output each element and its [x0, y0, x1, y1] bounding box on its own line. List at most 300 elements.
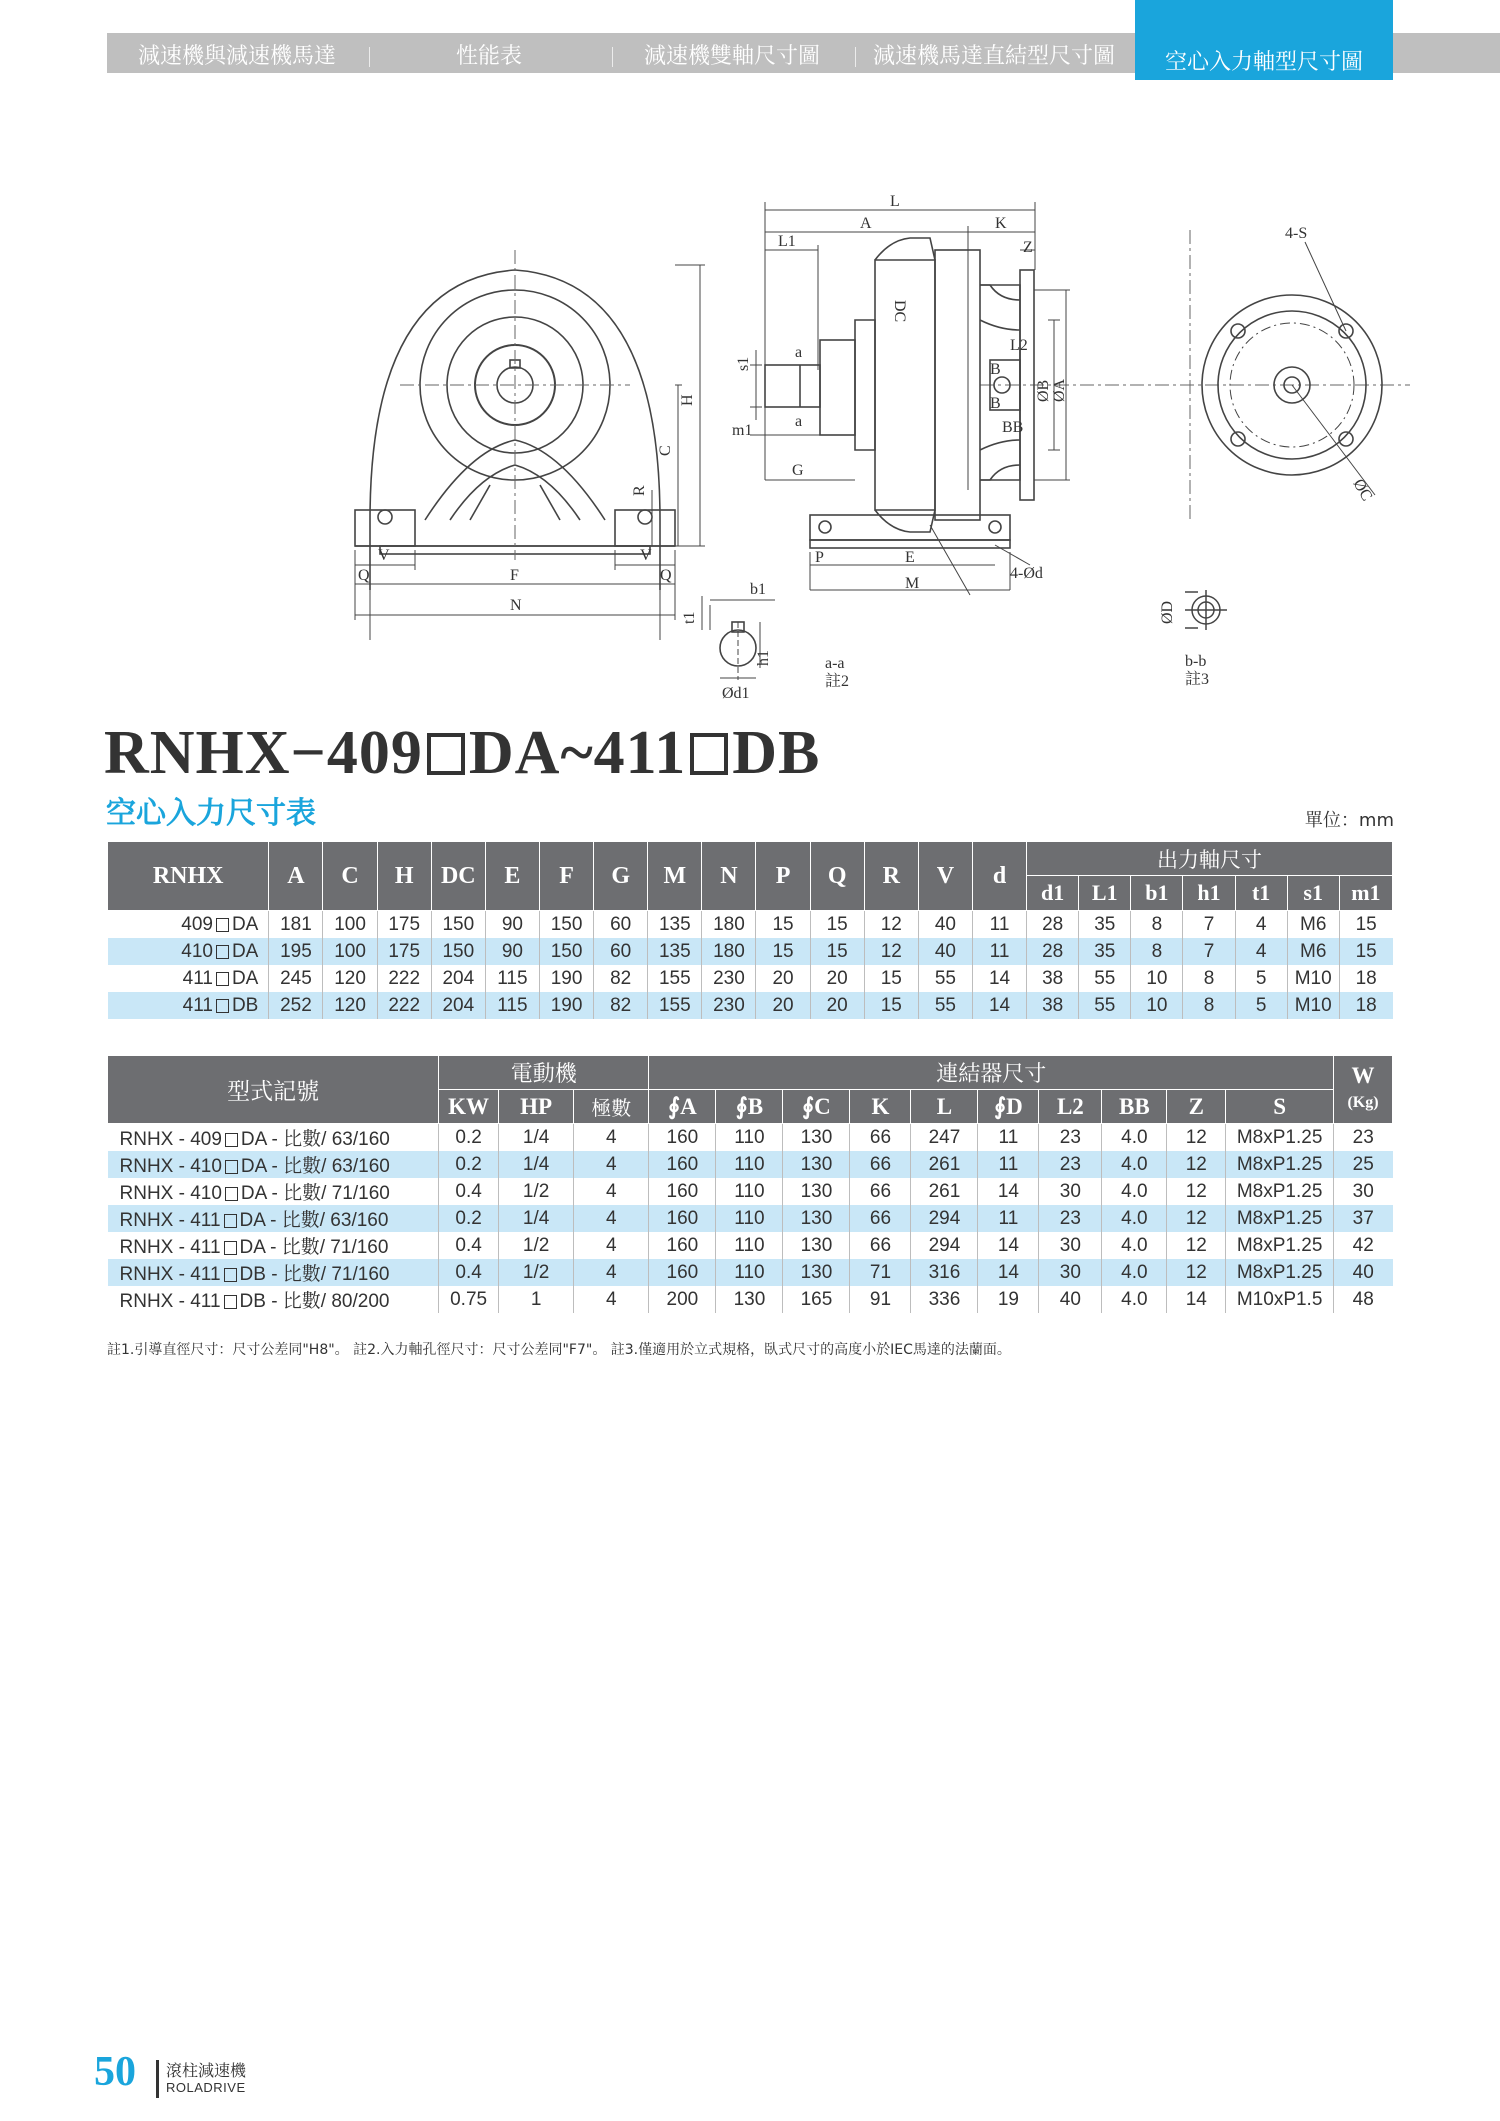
table1-header-col: H	[377, 842, 431, 911]
table-row	[108, 1259, 1393, 1286]
nav-divider	[855, 47, 856, 67]
table-cell: 10	[1131, 992, 1183, 1019]
table-cell: 110	[716, 1178, 783, 1205]
table-cell: 35	[1079, 938, 1131, 965]
dim-label-l: L	[890, 193, 900, 210]
table1-header-col: C	[323, 842, 377, 911]
table1-header-subcol: s1	[1287, 876, 1339, 911]
table-cell: 150	[539, 938, 593, 965]
table-row	[108, 992, 1393, 1019]
dim-label-q-right: Q	[660, 567, 672, 584]
model-prefix: RNHX - 410	[119, 1156, 222, 1177]
table-cell: 160	[649, 1151, 716, 1178]
table1-header-subcol: b1	[1131, 876, 1183, 911]
table2-body	[108, 1124, 1393, 1314]
placeholder-square	[224, 1295, 237, 1309]
dimension-table	[107, 841, 1393, 1019]
table-row	[108, 965, 1393, 992]
section-label-aa: a-a	[825, 655, 845, 672]
table1-header-col: V	[918, 842, 972, 911]
table-cell: 0.2	[439, 1151, 499, 1178]
dim-label-s1: s1	[735, 356, 752, 371]
table-cell: 4	[574, 1232, 649, 1259]
table2-header-subcol: L	[911, 1090, 978, 1124]
dim-label-m: M	[905, 575, 920, 592]
table-cell: 155	[648, 992, 702, 1019]
table2-header-coupling: 連結器尺寸	[649, 1056, 1334, 1090]
table-cell: 66	[850, 1178, 911, 1205]
nav-item-double-shaft[interactable]: 減速機雙軸尺寸圖	[643, 44, 820, 69]
table-cell: 14	[972, 992, 1026, 1019]
table-cell: 14	[972, 965, 1026, 992]
dim-label-dc: DC	[891, 300, 908, 323]
table-cell: 71	[850, 1259, 911, 1286]
model-suffix: DA - 比數/ 63/160	[240, 1129, 390, 1150]
table-cell: 261	[911, 1151, 978, 1178]
table-cell: 66	[850, 1232, 911, 1259]
placeholder-square	[690, 733, 728, 775]
table-cell: 160	[649, 1178, 716, 1205]
table-cell: 0.2	[439, 1205, 499, 1232]
model-suffix: DA	[231, 913, 259, 935]
model-prefix: RNHX - 410	[119, 1183, 222, 1204]
section-label-bb: b-b	[1185, 653, 1207, 670]
table-cell: M8xP1.25	[1226, 1151, 1334, 1178]
table1-header-col: d	[972, 842, 1026, 911]
table-cell: 180	[702, 911, 756, 939]
table-cell: 11	[978, 1124, 1039, 1152]
table-cell: 4.0	[1102, 1178, 1167, 1205]
table-cell: 165	[783, 1286, 850, 1313]
table-cell: 8	[1131, 938, 1183, 965]
table-cell: 7	[1183, 911, 1235, 939]
dim-label-g: G	[792, 462, 804, 479]
table-cell: 0.4	[439, 1178, 499, 1205]
model-title: RNHX−409 DA~411 DB	[104, 719, 821, 787]
table-cell: 5	[1235, 965, 1287, 992]
dim-label-t1: t1	[681, 611, 698, 624]
table-cell: 4.0	[1102, 1124, 1167, 1152]
placeholder-square	[427, 733, 465, 775]
model-suffix: DA - 比數/ 71/160	[240, 1183, 390, 1204]
table-cell: 115	[485, 965, 539, 992]
table-cell: 91	[850, 1286, 911, 1313]
table-cell: 180	[702, 938, 756, 965]
table2-header-subcol: L2	[1039, 1090, 1102, 1124]
table-cell: 110	[716, 1232, 783, 1259]
table-cell: 28	[1027, 911, 1079, 939]
table-cell: 1/2	[499, 1178, 574, 1205]
table-cell: 11	[978, 1151, 1039, 1178]
table-cell: 19	[978, 1286, 1039, 1313]
table-cell: 195	[269, 938, 323, 965]
dim-label-a: A	[860, 215, 872, 232]
table-cell: 25	[1334, 1151, 1393, 1178]
table-cell: 4	[574, 1151, 649, 1178]
table-cell: 38	[1027, 965, 1079, 992]
table1-header-col: P	[756, 842, 810, 911]
table-cell: 40	[918, 938, 972, 965]
table-cell: M10	[1287, 965, 1339, 992]
table1-header-subcol: d1	[1027, 876, 1079, 911]
dim-label-l1: L1	[778, 233, 796, 250]
table1-header-output-shaft: 出力軸尺寸	[1027, 842, 1393, 876]
table-cell: 30	[1039, 1232, 1102, 1259]
table-cell: 230	[702, 965, 756, 992]
table-cell: 130	[783, 1259, 850, 1286]
table-cell: 4.0	[1102, 1151, 1167, 1178]
table-cell: 4	[574, 1205, 649, 1232]
table-cell: 110	[716, 1124, 783, 1152]
table-cell: 247	[911, 1124, 978, 1152]
table2-header-subcol: HP	[499, 1090, 574, 1124]
table-cell: 55	[1079, 965, 1131, 992]
nav-item-performance[interactable]: 性能表	[455, 44, 522, 69]
table-cell: 12	[1167, 1205, 1226, 1232]
table1-header-subcol: m1	[1339, 876, 1392, 911]
placeholder-square	[216, 918, 229, 932]
table-cell: 12	[1167, 1232, 1226, 1259]
table-cell: 294	[911, 1205, 978, 1232]
model-suffix: DB - 比數/ 80/200	[239, 1291, 390, 1312]
table1-header-col: E	[485, 842, 539, 911]
table-cell: 66	[850, 1151, 911, 1178]
table-cell: 245	[269, 965, 323, 992]
table-cell: 12	[864, 911, 918, 939]
dimension-drawing-svg	[330, 190, 1410, 710]
table-cell: M8xP1.25	[1226, 1232, 1334, 1259]
table-cell: 37	[1334, 1205, 1393, 1232]
table-row	[108, 911, 1393, 939]
table-cell: 252	[269, 992, 323, 1019]
dim-label-m1: m1	[732, 422, 753, 439]
model-cell	[108, 1286, 439, 1313]
table-cell: 4.0	[1102, 1259, 1167, 1286]
table-cell: 0.4	[439, 1259, 499, 1286]
table2-header-subcol: 極數	[574, 1090, 649, 1124]
table-cell: 15	[810, 911, 864, 939]
table-cell: 130	[783, 1178, 850, 1205]
dim-label-n: N	[510, 597, 522, 614]
table-cell: 130	[783, 1151, 850, 1178]
table-cell: 15	[810, 938, 864, 965]
table-cell: 15	[756, 938, 810, 965]
model-cell	[108, 938, 269, 965]
table-cell: 40	[918, 911, 972, 939]
table2-header-motor: 電動機	[439, 1056, 649, 1090]
dim-label-4s: 4-S	[1285, 225, 1308, 242]
table-cell: 190	[539, 965, 593, 992]
dim-label-d1: Ød1	[722, 685, 750, 702]
model-prefix: 409	[181, 913, 213, 935]
table-cell: 200	[649, 1286, 716, 1313]
table-cell: 130	[783, 1232, 850, 1259]
table-cell: 181	[269, 911, 323, 939]
table-cell: 15	[864, 992, 918, 1019]
table-cell: 82	[594, 992, 648, 1019]
model-cell	[108, 1205, 439, 1232]
table-row	[108, 1151, 1393, 1178]
table2-header-subcol: ∮D	[978, 1090, 1039, 1124]
dim-label-k: K	[995, 215, 1007, 232]
dim-label-v-left: V	[378, 547, 390, 564]
technical-drawing	[330, 190, 1410, 710]
table-cell: 30	[1039, 1178, 1102, 1205]
table-cell: 150	[431, 911, 485, 939]
table1-header-col: G	[594, 842, 648, 911]
table2-header-weight	[1334, 1056, 1393, 1124]
model-prefix: RNHX - 411	[119, 1210, 221, 1231]
table-cell: 15	[864, 965, 918, 992]
table-cell: 204	[431, 992, 485, 1019]
dim-label-r: R	[631, 485, 648, 496]
table-cell: 40	[1334, 1259, 1393, 1286]
model-suffix: DA	[231, 940, 259, 962]
placeholder-square	[225, 1160, 238, 1174]
table-row	[108, 1286, 1393, 1313]
model-cell	[108, 1178, 439, 1205]
table1-header-model: RNHX	[108, 842, 269, 911]
brand-name-zh: 滾柱減速機	[166, 2061, 247, 2080]
table-cell: 55	[918, 992, 972, 1019]
table-cell: 11	[972, 911, 1026, 939]
table-cell: 15	[756, 911, 810, 939]
model-prefix: RNHX - 411	[119, 1237, 221, 1258]
table-cell: 160	[649, 1232, 716, 1259]
table-cell: 4	[574, 1286, 649, 1313]
table-cell: 8	[1183, 965, 1235, 992]
table-cell: 20	[810, 992, 864, 1019]
table-cell: 230	[702, 992, 756, 1019]
table-cell: 110	[716, 1205, 783, 1232]
table-cell: 110	[716, 1151, 783, 1178]
table-cell: 4.0	[1102, 1286, 1167, 1313]
table-cell: 23	[1039, 1124, 1102, 1152]
model-prefix: 411	[182, 994, 213, 1016]
placeholder-square	[224, 1268, 237, 1282]
footer-divider	[156, 2060, 159, 2098]
model-cell	[108, 1151, 439, 1178]
section-note-3: 註3	[1185, 671, 1210, 688]
table-cell: 316	[911, 1259, 978, 1286]
table-cell: 14	[978, 1178, 1039, 1205]
table-cell: 4	[1235, 938, 1287, 965]
dim-label-a-upper: a	[795, 344, 803, 361]
table2-header-subcol: KW	[439, 1090, 499, 1124]
table-cell: 20	[756, 992, 810, 1019]
model-cell	[108, 911, 269, 939]
table-cell: 1/2	[499, 1232, 574, 1259]
table-cell: 55	[1079, 992, 1131, 1019]
table-cell: 7	[1183, 938, 1235, 965]
placeholder-square	[224, 1241, 237, 1255]
weight-unit: (Kg)	[1347, 1094, 1379, 1111]
table-cell: 120	[323, 992, 377, 1019]
table-cell: M10xP1.5	[1226, 1286, 1334, 1313]
table-cell: 294	[911, 1232, 978, 1259]
table-cell: M10	[1287, 992, 1339, 1019]
table-cell: 11	[978, 1205, 1039, 1232]
table-cell: 15	[1339, 911, 1392, 939]
table-cell: 55	[918, 965, 972, 992]
table-cell: 155	[648, 965, 702, 992]
table-cell: 90	[485, 938, 539, 965]
dim-label-b1: b1	[750, 581, 766, 598]
dim-label-phi-c: ØC	[1349, 476, 1376, 505]
placeholder-square	[216, 945, 229, 959]
table2-header-subcol: ∮B	[716, 1090, 783, 1124]
table-cell: 23	[1334, 1124, 1393, 1152]
table-cell: 130	[783, 1124, 850, 1152]
footnotes: 註1.引導直徑尺寸：尺寸公差同"H8"。 註2.入力軸孔徑尺寸：尺寸公差同"F7"。 註3.僅適用於立式規格，臥式尺寸的高度小於IEC馬達的法蘭面。	[107, 1342, 1011, 1358]
table1-header-col: A	[269, 842, 323, 911]
dim-label-q-left: Q	[358, 567, 370, 584]
table-cell: 12	[1167, 1259, 1226, 1286]
model-suffix: DA	[231, 967, 259, 989]
table1-body	[108, 911, 1393, 1020]
dim-label-c: C	[657, 445, 674, 456]
dim-label-bb: BB	[1002, 419, 1024, 436]
table-cell: M6	[1287, 938, 1339, 965]
placeholder-square	[216, 972, 229, 986]
model-prefix: RNHX - 411	[119, 1264, 221, 1285]
nav-item-hollow-input[interactable]: 空心入力軸型尺寸圖	[1135, 0, 1393, 80]
dim-label-b-lower: B	[990, 395, 1001, 412]
table-cell: 35	[1079, 911, 1131, 939]
table-cell: 12	[1167, 1151, 1226, 1178]
table1-header-col: DC	[431, 842, 485, 911]
table-cell: 150	[431, 938, 485, 965]
model-prefix: RNHX - 411	[119, 1291, 221, 1312]
table-cell: 1/2	[499, 1259, 574, 1286]
table-cell: 261	[911, 1178, 978, 1205]
table2-header-subcol: Z	[1167, 1090, 1226, 1124]
table-cell: 150	[539, 911, 593, 939]
nav-item-direct-motor[interactable]: 減速機馬達直結型尺寸圖	[872, 44, 1115, 69]
table-cell: 130	[783, 1205, 850, 1232]
table-cell: 30	[1334, 1178, 1393, 1205]
table-cell: 204	[431, 965, 485, 992]
table-cell: 0.4	[439, 1232, 499, 1259]
dim-label-a-lower: a	[795, 413, 803, 430]
table-cell: M8xP1.25	[1226, 1178, 1334, 1205]
table-cell: 8	[1183, 992, 1235, 1019]
nav-item-reducer-motor[interactable]: 減速機與減速機馬達	[137, 44, 336, 69]
table-cell: 12	[1167, 1124, 1226, 1152]
table-cell: 12	[1167, 1178, 1226, 1205]
table-cell: 100	[323, 938, 377, 965]
table-cell: 38	[1027, 992, 1079, 1019]
table-row	[108, 1178, 1393, 1205]
table1-header-subcol: L1	[1079, 876, 1131, 911]
top-nav	[107, 33, 1500, 73]
brand-name-en: ROLADRIVE	[166, 2080, 246, 2095]
table1-header-col: F	[539, 842, 593, 911]
table-cell: 0.75	[439, 1286, 499, 1313]
table-cell: 4	[574, 1124, 649, 1152]
table-cell: 60	[594, 938, 648, 965]
table-cell: 14	[978, 1232, 1039, 1259]
table-cell: 115	[485, 992, 539, 1019]
table-cell: 135	[648, 911, 702, 939]
table-cell: 160	[649, 1259, 716, 1286]
table-row	[108, 938, 1393, 965]
table-cell: 110	[716, 1259, 783, 1286]
model-cell	[108, 1259, 439, 1286]
unit-label: 單位：mm	[1304, 810, 1394, 831]
table2-header-subcol: S	[1226, 1090, 1334, 1124]
table2-header-subcol: ∮C	[783, 1090, 850, 1124]
table-cell: 222	[377, 965, 431, 992]
table-cell: 222	[377, 992, 431, 1019]
table-cell: 8	[1131, 911, 1183, 939]
table-cell: 1/4	[499, 1124, 574, 1152]
weight-label: W	[1351, 1063, 1375, 1088]
model-cell	[108, 1232, 439, 1259]
table-cell: 42	[1334, 1232, 1393, 1259]
table-cell: 190	[539, 992, 593, 1019]
table-row	[108, 1205, 1393, 1232]
dim-label-h: H	[679, 394, 696, 406]
table2-header-subcol: ∮A	[649, 1090, 716, 1124]
table-cell: 1/4	[499, 1151, 574, 1178]
dim-label-h1: h1	[755, 650, 772, 666]
model-suffix: DB	[231, 994, 259, 1016]
table-subtitle: 空心入力尺寸表	[106, 796, 316, 831]
placeholder-square	[216, 999, 229, 1013]
table-cell: 4.0	[1102, 1205, 1167, 1232]
table-cell: 11	[972, 938, 1026, 965]
table-cell: 90	[485, 911, 539, 939]
table-cell: 20	[810, 965, 864, 992]
section-note-2: 註2	[825, 673, 850, 690]
table-cell: 160	[649, 1124, 716, 1152]
dim-label-v-right: V	[640, 547, 652, 564]
motor-coupling-table	[107, 1055, 1393, 1313]
table-cell: 15	[1339, 938, 1392, 965]
table-cell: 14	[978, 1259, 1039, 1286]
table-cell: 130	[716, 1286, 783, 1313]
dim-label-phi-b: ØB	[1035, 379, 1052, 402]
table-cell: 28	[1027, 938, 1079, 965]
table-cell: 5	[1235, 992, 1287, 1019]
model-cell	[108, 965, 269, 992]
table-cell: 4	[574, 1259, 649, 1286]
table-cell: 336	[911, 1286, 978, 1313]
table-row	[108, 1232, 1393, 1259]
dim-label-4d: 4-Ød	[1010, 565, 1043, 582]
table-cell: M8xP1.25	[1226, 1205, 1334, 1232]
table-cell: 4	[574, 1178, 649, 1205]
table2-header-model: 型式記號	[108, 1056, 439, 1124]
table-cell: 1/4	[499, 1205, 574, 1232]
dim-label-p: P	[815, 549, 824, 566]
table-row	[108, 1124, 1393, 1152]
model-suffix: DB - 比數/ 71/160	[239, 1264, 390, 1285]
model-cell	[108, 1124, 439, 1152]
table-cell: 135	[648, 938, 702, 965]
model-suffix: DA - 比數/ 71/160	[239, 1237, 389, 1258]
table-cell: 48	[1334, 1286, 1393, 1313]
model-suffix: DA - 比數/ 63/160	[239, 1210, 389, 1231]
dim-label-e: E	[905, 549, 915, 566]
table-cell: 40	[1039, 1286, 1102, 1313]
table-cell: M8xP1.25	[1226, 1259, 1334, 1286]
table-cell: 23	[1039, 1205, 1102, 1232]
model-prefix: 410	[181, 940, 213, 962]
placeholder-square	[225, 1187, 238, 1201]
dim-label-z: Z	[1023, 239, 1033, 256]
